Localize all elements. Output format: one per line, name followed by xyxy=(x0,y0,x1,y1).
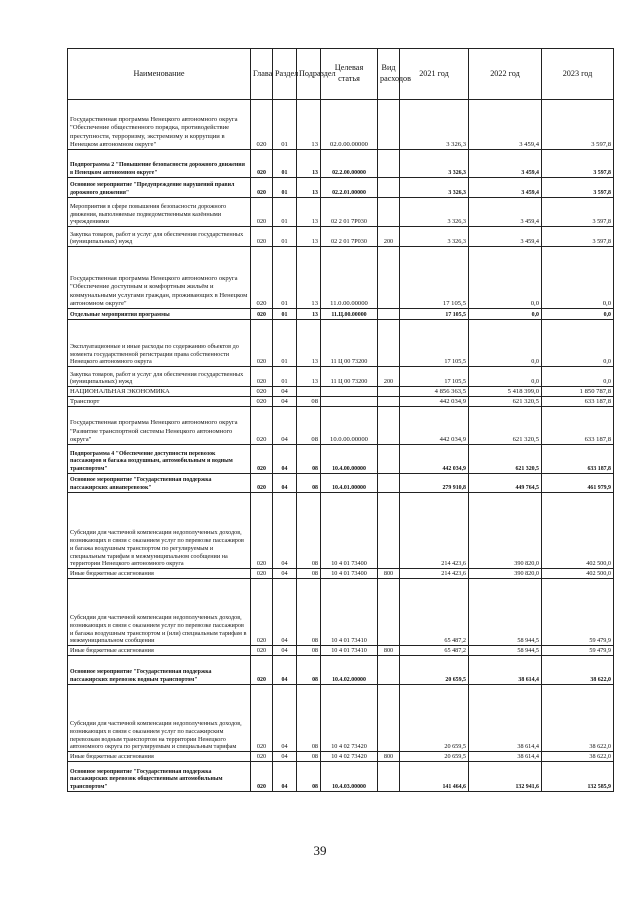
cell-name: Отдельные мероприятия программы xyxy=(68,309,251,320)
cell-2023: 0,0 xyxy=(542,247,614,309)
cell-glava: 020 xyxy=(251,367,273,387)
cell-2021: 65 487,2 xyxy=(400,579,469,646)
table-header-row xyxy=(68,49,614,100)
cell-vid: 800 xyxy=(378,569,400,579)
cell-target: 10 4 01 73410 xyxy=(321,579,378,646)
cell-vid xyxy=(378,320,400,367)
table-row xyxy=(68,198,614,227)
cell-vid xyxy=(378,579,400,646)
cell-2022: 390 820,0 xyxy=(469,569,542,579)
cell-2022: 38 614,4 xyxy=(469,656,542,685)
cell-target: 11.Ц.00.00000 xyxy=(321,309,378,320)
cell-2021: 442 034,9 xyxy=(400,445,469,474)
col-header-2023: 2023 год xyxy=(542,49,614,100)
cell-vid xyxy=(378,198,400,227)
cell-name: Транспорт xyxy=(68,397,251,407)
budget-table xyxy=(67,48,614,792)
cell-podrazdel: 08 xyxy=(297,397,321,407)
cell-vid xyxy=(378,247,400,309)
cell-name: Иные бюджетные ассигнования xyxy=(68,569,251,579)
cell-2022: 621 320,5 xyxy=(469,407,542,445)
cell-target: 10.4.00.00000 xyxy=(321,445,378,474)
cell-vid: 200 xyxy=(378,227,400,247)
cell-podrazdel: 08 xyxy=(297,569,321,579)
cell-glava: 020 xyxy=(251,752,273,762)
cell-razdel: 04 xyxy=(273,474,297,493)
cell-2022: 390 820,0 xyxy=(469,493,542,569)
cell-2023: 3 597,8 xyxy=(542,198,614,227)
col-header-razdel: Раздел xyxy=(273,49,297,100)
cell-name: НАЦИОНАЛЬНАЯ ЭКОНОМИКА xyxy=(68,387,251,397)
table-row xyxy=(68,579,614,646)
cell-razdel: 01 xyxy=(273,198,297,227)
cell-podrazdel: 13 xyxy=(297,150,321,178)
cell-glava: 020 xyxy=(251,685,273,752)
cell-glava: 020 xyxy=(251,493,273,569)
cell-2023: 1 850 787,8 xyxy=(542,387,614,397)
cell-2022: 621 320,5 xyxy=(469,397,542,407)
cell-vid xyxy=(378,474,400,493)
cell-2022: 3 459,4 xyxy=(469,100,542,150)
cell-razdel: 04 xyxy=(273,646,297,656)
table-row xyxy=(68,178,614,198)
cell-2021: 17 105,5 xyxy=(400,309,469,320)
col-header-2021: 2021 год xyxy=(400,49,469,100)
cell-2023: 3 597,8 xyxy=(542,100,614,150)
cell-vid xyxy=(378,762,400,792)
cell-name: Основное мероприятие "Государственная поддержка пассажирских перевозок общественным автомобильным транспортом" xyxy=(68,762,251,792)
cell-target: 11.0.00.00000 xyxy=(321,247,378,309)
cell-glava: 020 xyxy=(251,397,273,407)
cell-razdel: 04 xyxy=(273,685,297,752)
table-row xyxy=(68,752,614,762)
cell-vid xyxy=(378,397,400,407)
cell-2023: 38 622,0 xyxy=(542,752,614,762)
col-header-vid: Вид расходов xyxy=(378,49,400,100)
cell-target xyxy=(321,387,378,397)
cell-2023: 633 187,8 xyxy=(542,407,614,445)
cell-razdel: 04 xyxy=(273,569,297,579)
cell-glava: 020 xyxy=(251,247,273,309)
cell-glava: 020 xyxy=(251,198,273,227)
cell-target: 10 4 02 73420 xyxy=(321,685,378,752)
cell-name: Закупка товаров, работ и услуг для обеспечения государственных (муниципальных) нужд xyxy=(68,367,251,387)
table-row xyxy=(68,685,614,752)
cell-glava: 020 xyxy=(251,227,273,247)
cell-vid: 800 xyxy=(378,752,400,762)
cell-target: 10 4 01 73400 xyxy=(321,569,378,579)
cell-2023: 633 187,8 xyxy=(542,445,614,474)
cell-glava: 020 xyxy=(251,569,273,579)
table-row xyxy=(68,397,614,407)
cell-2021: 442 034,9 xyxy=(400,407,469,445)
cell-razdel: 04 xyxy=(273,579,297,646)
cell-vid xyxy=(378,656,400,685)
cell-podrazdel: 13 xyxy=(297,247,321,309)
cell-2023: 132 585,9 xyxy=(542,762,614,792)
table-row xyxy=(68,656,614,685)
col-header-glava: Глава xyxy=(251,49,273,100)
cell-2021: 17 105,5 xyxy=(400,320,469,367)
cell-2023: 0,0 xyxy=(542,309,614,320)
cell-razdel: 01 xyxy=(273,247,297,309)
cell-2022: 621 320,5 xyxy=(469,445,542,474)
cell-name: Иные бюджетные ассигнования xyxy=(68,646,251,656)
cell-2021: 279 910,8 xyxy=(400,474,469,493)
cell-name: Закупка товаров, работ и услуг для обеспечения государственных (муниципальных) нужд xyxy=(68,227,251,247)
table-row xyxy=(68,445,614,474)
cell-razdel: 01 xyxy=(273,309,297,320)
cell-2022: 0,0 xyxy=(469,309,542,320)
cell-target: 02.0.00.00000 xyxy=(321,100,378,150)
cell-2023: 633 187,8 xyxy=(542,397,614,407)
cell-podrazdel: 08 xyxy=(297,762,321,792)
table-row xyxy=(68,150,614,178)
cell-vid xyxy=(378,309,400,320)
cell-razdel: 04 xyxy=(273,407,297,445)
cell-target: 02 2 01 7Р030 xyxy=(321,227,378,247)
table-row xyxy=(68,493,614,569)
cell-glava: 020 xyxy=(251,445,273,474)
cell-podrazdel: 08 xyxy=(297,656,321,685)
cell-2023: 38 622,0 xyxy=(542,685,614,752)
cell-glava: 020 xyxy=(251,320,273,367)
cell-2021: 17 105,5 xyxy=(400,367,469,387)
cell-glava: 020 xyxy=(251,387,273,397)
cell-2022: 3 459,4 xyxy=(469,178,542,198)
cell-vid xyxy=(378,493,400,569)
cell-2023: 461 979,9 xyxy=(542,474,614,493)
col-header-2022: 2022 год xyxy=(469,49,542,100)
cell-glava: 020 xyxy=(251,646,273,656)
cell-podrazdel: 13 xyxy=(297,320,321,367)
cell-target: 11 Ц 00 73200 xyxy=(321,320,378,367)
cell-razdel: 04 xyxy=(273,493,297,569)
cell-2021: 3 326,3 xyxy=(400,227,469,247)
cell-2022: 58 944,5 xyxy=(469,646,542,656)
cell-2021: 20 659,5 xyxy=(400,656,469,685)
cell-2021: 20 659,5 xyxy=(400,685,469,752)
table-row xyxy=(68,247,614,309)
cell-target: 10.4.03.00000 xyxy=(321,762,378,792)
cell-2022: 38 614,4 xyxy=(469,752,542,762)
cell-target xyxy=(321,397,378,407)
cell-2022: 132 941,6 xyxy=(469,762,542,792)
cell-2022: 3 459,4 xyxy=(469,227,542,247)
cell-podrazdel: 08 xyxy=(297,752,321,762)
table-body xyxy=(68,100,614,792)
cell-glava: 020 xyxy=(251,656,273,685)
cell-razdel: 04 xyxy=(273,445,297,474)
cell-razdel: 04 xyxy=(273,762,297,792)
cell-2023: 3 597,8 xyxy=(542,150,614,178)
col-header-name: Наименование xyxy=(68,49,251,100)
cell-name: Основное мероприятие "Государственная поддержка пассажирских авиаперевозок" xyxy=(68,474,251,493)
cell-2021: 3 326,3 xyxy=(400,100,469,150)
cell-2022: 0,0 xyxy=(469,247,542,309)
cell-2023: 3 597,8 xyxy=(542,178,614,198)
cell-2021: 20 659,5 xyxy=(400,752,469,762)
cell-podrazdel xyxy=(297,387,321,397)
cell-target: 10 4 01 73410 xyxy=(321,646,378,656)
cell-razdel: 04 xyxy=(273,656,297,685)
cell-podrazdel: 08 xyxy=(297,579,321,646)
cell-vid xyxy=(378,387,400,397)
cell-razdel: 01 xyxy=(273,320,297,367)
cell-2021: 442 034,9 xyxy=(400,397,469,407)
cell-podrazdel: 13 xyxy=(297,309,321,320)
cell-2021: 17 105,5 xyxy=(400,247,469,309)
cell-2023: 402 500,0 xyxy=(542,493,614,569)
cell-name: Государственная программа Ненецкого автономного округа "Обеспечение доступным и комфортным жильём и коммунальными услугами граждан, проживающих в Ненецком автономном округе" xyxy=(68,247,251,309)
cell-vid: 200 xyxy=(378,367,400,387)
cell-target: 10 4 02 73420 xyxy=(321,752,378,762)
cell-target: 10.4.01.00000 xyxy=(321,474,378,493)
table-row xyxy=(68,762,614,792)
cell-vid xyxy=(378,407,400,445)
cell-name: Государственная программа Ненецкого автономного округа "Обеспечение общественного порядка, противодействие преступности, терроризму, экстремизму и коррупции в Ненецком автономном округе" xyxy=(68,100,251,150)
cell-name: Подпрограмма 2 "Повышение безопасности дорожного движения в Ненецком автономном округе" xyxy=(68,150,251,178)
cell-glava: 020 xyxy=(251,474,273,493)
cell-target: 10.0.00.00000 xyxy=(321,407,378,445)
cell-2022: 3 459,4 xyxy=(469,150,542,178)
cell-razdel: 01 xyxy=(273,100,297,150)
cell-glava: 020 xyxy=(251,150,273,178)
cell-2021: 3 326,3 xyxy=(400,178,469,198)
cell-2021: 3 326,3 xyxy=(400,150,469,178)
table-row xyxy=(68,407,614,445)
cell-target: 02.2.01.00000 xyxy=(321,178,378,198)
cell-2023: 402 500,0 xyxy=(542,569,614,579)
cell-2021: 3 326,3 xyxy=(400,198,469,227)
cell-vid xyxy=(378,150,400,178)
cell-razdel: 04 xyxy=(273,387,297,397)
table-row xyxy=(68,227,614,247)
cell-2023: 59 479,9 xyxy=(542,579,614,646)
cell-glava: 020 xyxy=(251,178,273,198)
cell-2023: 0,0 xyxy=(542,367,614,387)
col-header-podrazdel: Подраздел xyxy=(297,49,321,100)
cell-name: Подпрограмма 4 "Обеспечение доступности перевозок пассажиров и багажа воздушным, автомобильным и водным транспортом" xyxy=(68,445,251,474)
cell-vid xyxy=(378,445,400,474)
cell-razdel: 04 xyxy=(273,752,297,762)
page-number: 39 xyxy=(313,843,327,858)
cell-name: Субсидии для частичной компенсации недополученных доходов, возникающих в связи с оказанием услуг по перевозке пассажиров и багажа воздушным транспортом по регулируемым и специальным тарифам в межмуниципальном сообщении на территории Ненецкого автономного округа xyxy=(68,493,251,569)
cell-2022: 449 764,5 xyxy=(469,474,542,493)
cell-razdel: 01 xyxy=(273,150,297,178)
cell-podrazdel: 08 xyxy=(297,474,321,493)
cell-2022: 58 944,5 xyxy=(469,579,542,646)
cell-razdel: 04 xyxy=(273,397,297,407)
cell-2022: 38 614,4 xyxy=(469,685,542,752)
cell-podrazdel: 08 xyxy=(297,685,321,752)
cell-2022: 0,0 xyxy=(469,367,542,387)
cell-glava: 020 xyxy=(251,100,273,150)
cell-name: Мероприятия в сфере повышения безопасности дорожного движения, выполняемые подведомственными казёнными учреждениями xyxy=(68,198,251,227)
cell-2021: 65 487,2 xyxy=(400,646,469,656)
cell-target: 10 4 01 73400 xyxy=(321,493,378,569)
cell-glava: 020 xyxy=(251,309,273,320)
cell-name: Иные бюджетные ассигнования xyxy=(68,752,251,762)
table-row xyxy=(68,387,614,397)
cell-2022: 0,0 xyxy=(469,320,542,367)
table-row xyxy=(68,474,614,493)
cell-2023: 0,0 xyxy=(542,320,614,367)
cell-podrazdel: 08 xyxy=(297,445,321,474)
table-row xyxy=(68,569,614,579)
cell-target: 02.2.00.00000 xyxy=(321,150,378,178)
cell-razdel: 01 xyxy=(273,227,297,247)
table-row xyxy=(68,320,614,367)
cell-vid: 800 xyxy=(378,646,400,656)
cell-name: Основное мероприятие "Государственная поддержка пассажирских перевозок водным транспортом" xyxy=(68,656,251,685)
cell-podrazdel: 13 xyxy=(297,367,321,387)
cell-razdel: 01 xyxy=(273,178,297,198)
table-row xyxy=(68,646,614,656)
cell-podrazdel: 13 xyxy=(297,227,321,247)
cell-2023: 3 597,8 xyxy=(542,227,614,247)
cell-glava: 020 xyxy=(251,579,273,646)
cell-name: Субсидии для частичной компенсации недополученных доходов, возникающих в связи с оказанием услуг по пассажирским перевозкам водным транспортом на территории Ненецкого автономного округа по регулируемым и специальным тарифам xyxy=(68,685,251,752)
table-row xyxy=(68,309,614,320)
cell-2021: 4 856 363,5 xyxy=(400,387,469,397)
cell-2022: 5 418 399,0 xyxy=(469,387,542,397)
cell-vid xyxy=(378,685,400,752)
cell-podrazdel: 13 xyxy=(297,178,321,198)
cell-2021: 214 423,6 xyxy=(400,493,469,569)
cell-name: Основное мероприятие "Предупреждение нарушений правил дорожного движения" xyxy=(68,178,251,198)
cell-razdel: 01 xyxy=(273,367,297,387)
cell-2023: 38 622,0 xyxy=(542,656,614,685)
cell-name: Государственная программа Ненецкого автономного округа "Развитие транспортной системы Ненецкого автономного округа" xyxy=(68,407,251,445)
cell-podrazdel: 13 xyxy=(297,100,321,150)
cell-podrazdel: 08 xyxy=(297,646,321,656)
col-header-target: Целевая статья xyxy=(321,49,378,100)
cell-name: Субсидии для частичной компенсации недополученных доходов, возникающих в связи с оказанием услуг по перевозке пассажиров и багажа воздушным транспортом и (или) специальным тарифам в межмуниципальном сообщении xyxy=(68,579,251,646)
cell-name: Эксплуатационные и иные расходы по содержанию объектов до момента государственной регистрации права собственности Ненецкого автономного округа xyxy=(68,320,251,367)
cell-2022: 3 459,4 xyxy=(469,198,542,227)
cell-vid xyxy=(378,178,400,198)
cell-podrazdel: 08 xyxy=(297,493,321,569)
cell-podrazdel: 13 xyxy=(297,198,321,227)
table-row xyxy=(68,100,614,150)
cell-2021: 214 423,6 xyxy=(400,569,469,579)
cell-glava: 020 xyxy=(251,762,273,792)
cell-target: 10.4.02.00000 xyxy=(321,656,378,685)
cell-target: 02 2 01 7Р030 xyxy=(321,198,378,227)
cell-2023: 59 479,9 xyxy=(542,646,614,656)
cell-vid xyxy=(378,100,400,150)
cell-podrazdel: 08 xyxy=(297,407,321,445)
cell-glava: 020 xyxy=(251,407,273,445)
cell-2021: 141 464,6 xyxy=(400,762,469,792)
cell-target: 11 Ц 00 73200 xyxy=(321,367,378,387)
table-row xyxy=(68,367,614,387)
